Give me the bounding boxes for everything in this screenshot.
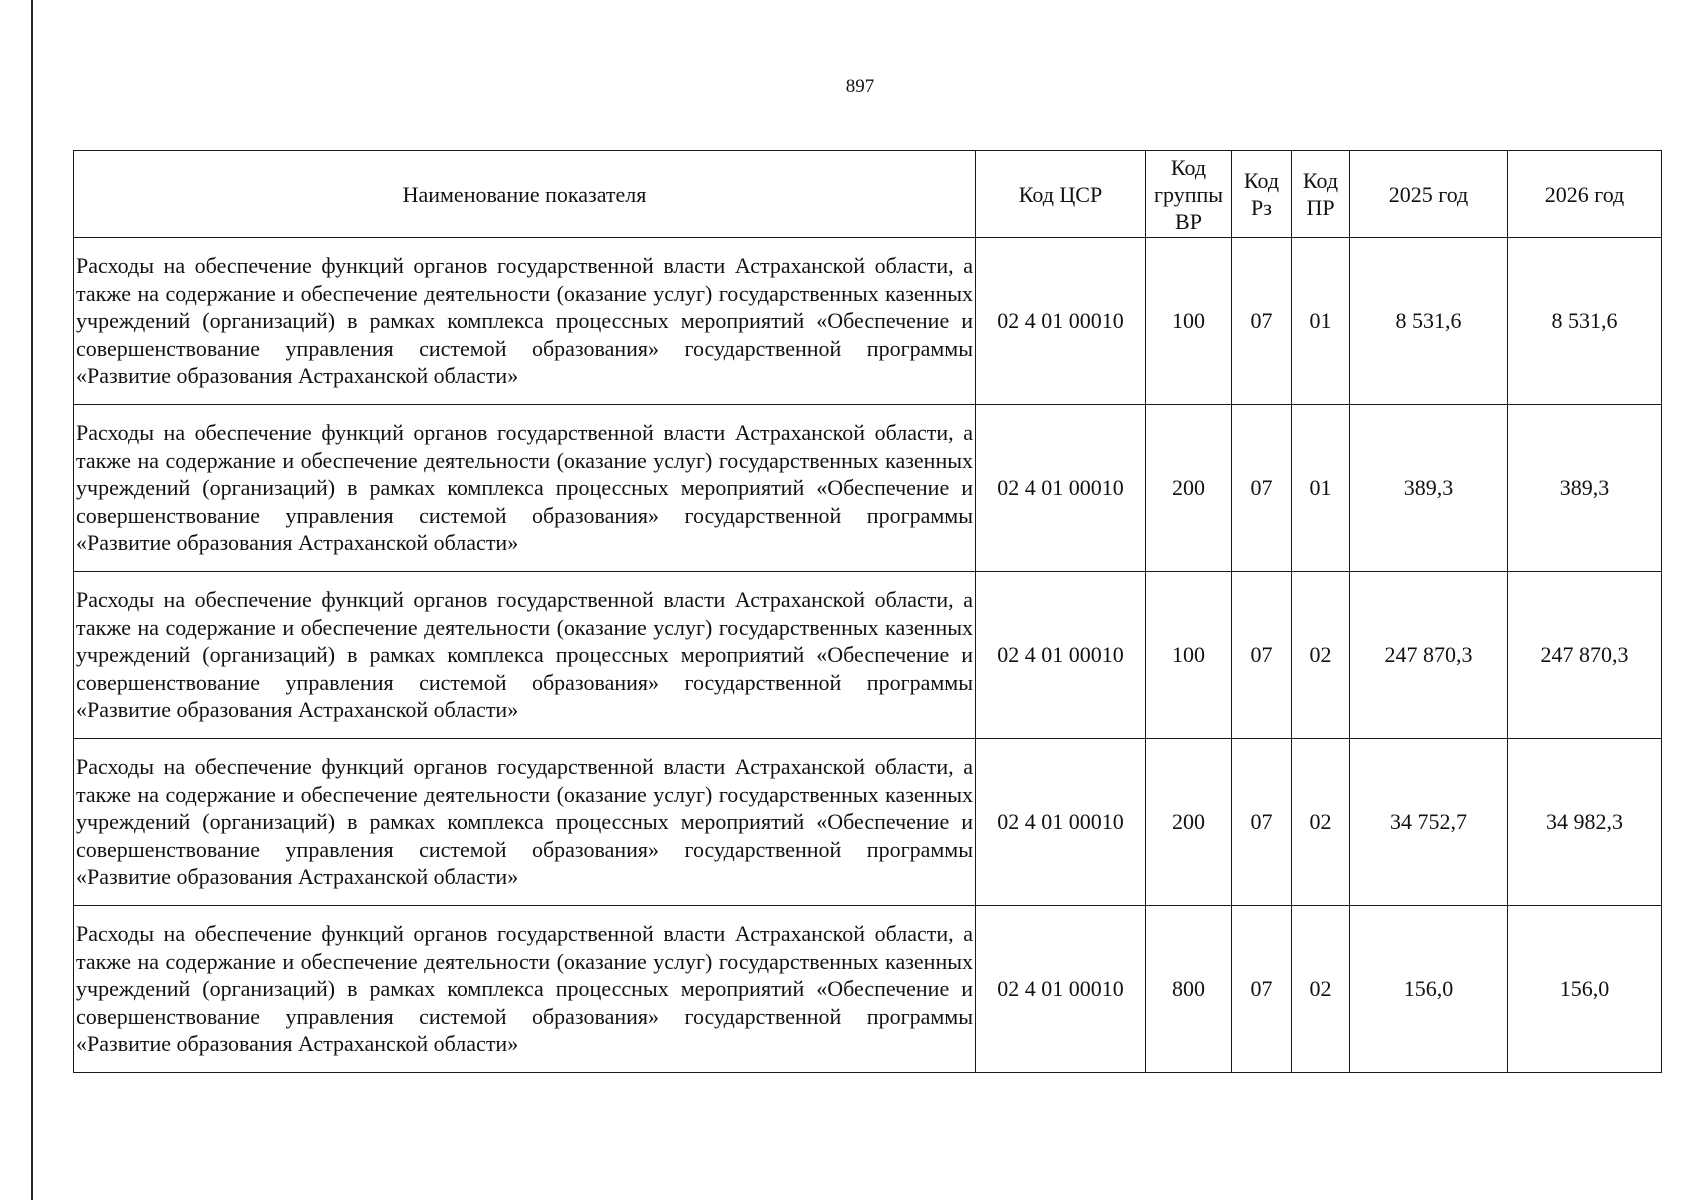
- cell-name: Расходы на обеспечение функций органов государственной власти Астраханской области, а также на содержание и обеспечение деятельности (оказание услуг) государственных казенных учреждений (организаций) в рамках комплекса процессных мероприятий «Обеспечение и совершенствование управления системой образования» государственной программы «Развитие образования Астраханской области»: [74, 238, 976, 405]
- cell-year-2026: 8 531,6: [1508, 238, 1662, 405]
- cell-year-2026: 389,3: [1508, 405, 1662, 572]
- cell-vr-code: 200: [1146, 405, 1232, 572]
- cell-year-2025: 247 870,3: [1350, 572, 1508, 739]
- cell-name: Расходы на обеспечение функций органов государственной власти Астраханской области, а также на содержание и обеспечение деятельности (оказание услуг) государственных казенных учреждений (организаций) в рамках комплекса процессных мероприятий «Обеспечение и совершенствование управления системой образования» государственной программы «Развитие образования Астраханской области»: [74, 739, 976, 906]
- cell-rz-code: 07: [1232, 739, 1292, 906]
- header-year-2025: 2025 год: [1350, 151, 1508, 238]
- cell-vr-code: 200: [1146, 739, 1232, 906]
- cell-name: Расходы на обеспечение функций органов государственной власти Астраханской области, а также на содержание и обеспечение деятельности (оказание услуг) государственных казенных учреждений (организаций) в рамках комплекса процессных мероприятий «Обеспечение и совершенствование управления системой образования» государственной программы «Развитие образования Астраханской области»: [74, 405, 976, 572]
- table-row: [74, 238, 1662, 405]
- cell-csr-code: 02 4 01 00010: [976, 405, 1146, 572]
- cell-year-2025: 34 752,7: [1350, 739, 1508, 906]
- cell-rz-code: 07: [1232, 572, 1292, 739]
- header-year-2026: 2026 год: [1508, 151, 1662, 238]
- cell-csr-code: 02 4 01 00010: [976, 739, 1146, 906]
- cell-year-2026: 34 982,3: [1508, 739, 1662, 906]
- cell-year-2026: 247 870,3: [1508, 572, 1662, 739]
- cell-rz-code: 07: [1232, 906, 1292, 1073]
- page-number: 897: [845, 76, 875, 97]
- cell-rz-code: 07: [1232, 405, 1292, 572]
- header-csr-code: Код ЦСР: [976, 151, 1146, 238]
- cell-vr-code: 800: [1146, 906, 1232, 1073]
- cell-vr-code: 100: [1146, 238, 1232, 405]
- table-row: [74, 405, 1662, 572]
- cell-csr-code: 02 4 01 00010: [976, 572, 1146, 739]
- header-pr-code: Код ПР: [1292, 151, 1350, 238]
- cell-vr-code: 100: [1146, 572, 1232, 739]
- cell-year-2025: 8 531,6: [1350, 238, 1508, 405]
- cell-csr-code: 02 4 01 00010: [976, 238, 1146, 405]
- header-name: Наименование показателя: [74, 151, 976, 238]
- cell-rz-code: 07: [1232, 238, 1292, 405]
- cell-pr-code: 02: [1292, 739, 1350, 906]
- cell-year-2025: 389,3: [1350, 405, 1508, 572]
- budget-table: [73, 150, 1662, 1073]
- binding-margin-line: [31, 0, 33, 1200]
- table-row: [74, 572, 1662, 739]
- cell-year-2026: 156,0: [1508, 906, 1662, 1073]
- cell-pr-code: 02: [1292, 572, 1350, 739]
- cell-pr-code: 01: [1292, 238, 1350, 405]
- header-vr-code: Код группы ВР: [1146, 151, 1232, 238]
- table-row: [74, 906, 1662, 1073]
- table-row: [74, 739, 1662, 906]
- cell-csr-code: 02 4 01 00010: [976, 906, 1146, 1073]
- cell-pr-code: 02: [1292, 906, 1350, 1073]
- cell-name: Расходы на обеспечение функций органов государственной власти Астраханской области, а также на содержание и обеспечение деятельности (оказание услуг) государственных казенных учреждений (организаций) в рамках комплекса процессных мероприятий «Обеспечение и совершенствование управления системой образования» государственной программы «Развитие образования Астраханской области»: [74, 906, 976, 1073]
- cell-year-2025: 156,0: [1350, 906, 1508, 1073]
- cell-pr-code: 01: [1292, 405, 1350, 572]
- header-rz-code: Код Рз: [1232, 151, 1292, 238]
- table-header-row: [74, 151, 1662, 238]
- cell-name: Расходы на обеспечение функций органов государственной власти Астраханской области, а также на содержание и обеспечение деятельности (оказание услуг) государственных казенных учреждений (организаций) в рамках комплекса процессных мероприятий «Обеспечение и совершенствование управления системой образования» государственной программы «Развитие образования Астраханской области»: [74, 572, 976, 739]
